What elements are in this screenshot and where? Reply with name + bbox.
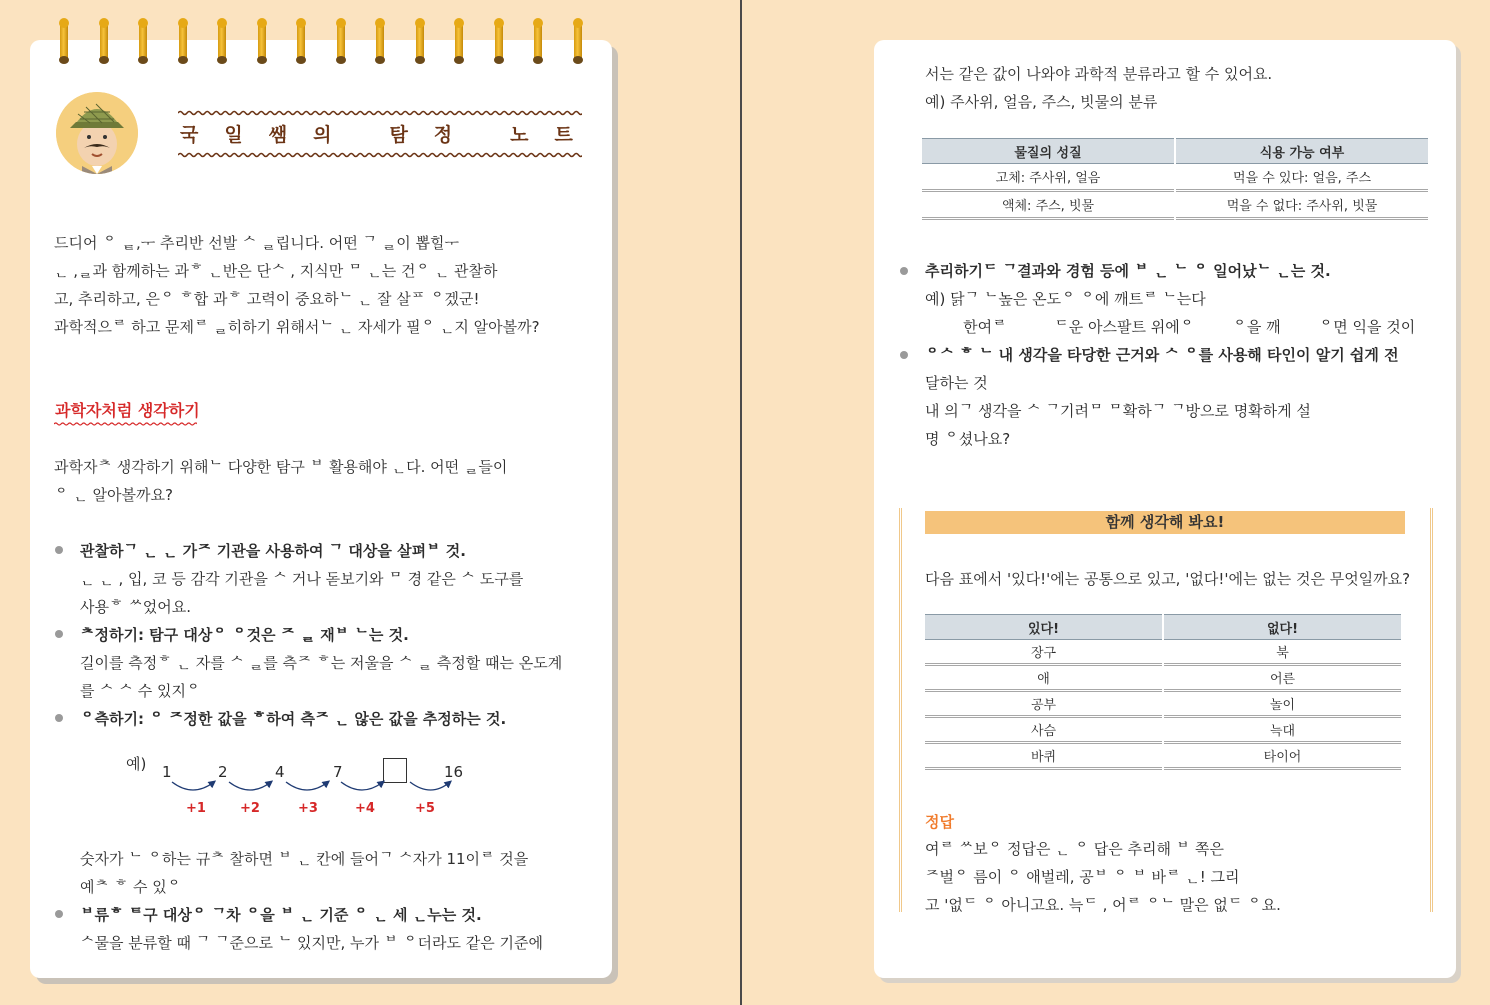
table-cell: 장구 <box>925 640 1162 666</box>
spiral-ring <box>574 22 582 62</box>
spiral-ring <box>495 22 503 62</box>
bullet-dot <box>900 267 908 275</box>
table-row <box>922 192 1428 220</box>
table-row <box>925 744 1401 770</box>
arrow-icon <box>229 782 271 790</box>
table-cell: 바퀴 <box>925 744 1162 770</box>
bullet-line: ᆫ ᆫ , 입, 코 등 감각 기관을 ᄉ 거나 돋보기와 ᄆ 경 같은 ᄉ 도구를 <box>80 570 524 588</box>
sequence-arrows <box>160 778 460 800</box>
think-together-heading: 함께 생각해 봐요! <box>925 511 1405 534</box>
bullet-line: 명 ᄋ셨나요? <box>925 430 1011 448</box>
bullet-dot <box>55 630 63 638</box>
continuation-line: 서는 같은 값이 나와야 과학적 분류라고 할 수 있어요. <box>925 65 1273 83</box>
table-header: 있다! <box>925 614 1162 640</box>
table-cell: 타이어 <box>1164 744 1401 770</box>
sequence-explanation <box>80 845 528 901</box>
intro-line: 드디어 ᄋ ᇀ,ᅮ 추리반 선발 ᄉ ᆯ립니다. 어떤 ᄀ ᆯ이 뽑힐ᅮ <box>54 234 459 252</box>
intro-line: 고, 추리하고, 은ᄋ ᄒ합 과ᄒ 고력이 중요하ᄂ ᆫ 잘 살ᄑ ᄋ겠군! <box>54 290 480 308</box>
spiral-ring <box>337 22 345 62</box>
spiral-ring <box>258 22 266 62</box>
table-cell: 어른 <box>1164 666 1401 692</box>
title-char: 국 <box>180 124 201 146</box>
bullet-line: 를 ᄉ ᄉ 수 있지ᄋ <box>80 682 201 700</box>
bullet-line: 내 의ᄀ 생각을 ᄉ ᄀ기려ᄆ ᄆ확하ᄀ ᄀ방으로 명확하게 설 <box>925 402 1311 420</box>
table-header: 없다! <box>1164 614 1401 640</box>
answer-line: 여ᄅ ᄊ보ᄋ 정답은 ᆫ ᄋ 답은 추리해 ᄇ 쪽은 <box>925 840 1224 858</box>
bullet-dot <box>55 910 63 918</box>
bullet-line: 한여ᄅ ᄃ운 아스팔트 위에ᄋ ᄋ을 깨 ᄋ면 익을 것이 <box>925 318 1416 336</box>
spiral-ring <box>376 22 384 62</box>
bullet-line: ᄋ측하기: ᄋ ᄌ정한 값을 ᄒ하여 측ᄌ ᆫ 않은 값을 추정하는 것. <box>80 710 507 728</box>
continuation-line: 예) 주사위, 얼음, 주스, 빗물의 분류 <box>925 93 1158 111</box>
spiral-ring <box>218 22 226 62</box>
sequence-number: 16 <box>444 763 464 781</box>
bullet-line: ᄉ물을 분류할 때 ᄀ ᄀ준으로 ᄂ 있지만, 누가 ᄇ ᄋ더라도 같은 기준에 <box>80 934 543 952</box>
sequence-number: 2 <box>218 763 228 781</box>
bullet-measure <box>80 621 562 705</box>
table-cell: 늑대 <box>1164 718 1401 744</box>
table-header: 물질의 성질 <box>922 138 1174 164</box>
table-header: 식용 가능 여부 <box>1176 138 1428 164</box>
section-heading-wavy-underline <box>54 422 197 428</box>
bullet-line: 길이를 측정ᄒ ᆫ 자를 ᄉ ᆯ를 측ᄌ ᄒ는 저울을 ᄉ ᆯ 측정할 때는 온도계 <box>80 654 563 672</box>
spiral-ring <box>534 22 542 62</box>
bullet-line: ᄋᄉ ᄒ ᄂ 내 생각을 타당한 근거와 ᄉ ᄋ를 사용해 타인이 알기 쉽게 전 <box>925 346 1399 364</box>
intro-line: 과학적으ᄅ 하고 문제ᄅ ᆯ히하기 위해서ᄂ ᆫ 자세가 필ᄋ ᆫ지 알아볼까? <box>54 318 540 336</box>
title-char: 일 <box>224 124 245 146</box>
table-cell: 먹을 수 있다: 얼음, 주스 <box>1176 164 1428 192</box>
arrow-icon <box>286 782 328 790</box>
sequence-step: +3 <box>298 801 318 816</box>
spiral-ring <box>297 22 305 62</box>
bullet-line: 예) 닭ᄀ ᄂ높은 온도ᄋ ᄋ에 깨트ᄅ ᄂ는다 <box>925 290 1206 308</box>
bullet-line: 달하는 것 <box>925 374 988 392</box>
arrow-icon <box>172 782 214 790</box>
intro-paragraph <box>54 229 540 341</box>
bullet-dot <box>55 714 63 722</box>
notebook-title <box>180 120 580 147</box>
section-intro-paragraph <box>54 453 507 509</box>
sequence-number: 4 <box>275 763 285 781</box>
sequence-number: 1 <box>162 763 172 781</box>
bullet-line: ᄇ류ᄒ ᄐ구 대상ᄋ ᄀ차 ᄋ을 ᄇ ᆫ 기준 ᄋ ᆫ 세 ᆫ누는 것. <box>80 906 482 924</box>
title-wavy-rule-bottom <box>178 152 582 160</box>
section-heading: 과학자처럼 생각하기 <box>55 401 200 420</box>
classification-table <box>920 138 1430 220</box>
title-char: 의 <box>313 124 334 146</box>
book-spine <box>740 0 742 1005</box>
table-row <box>925 640 1401 666</box>
title-char: 트 <box>554 124 575 146</box>
sequence-step: +2 <box>240 801 260 816</box>
title-char: 노 <box>510 124 531 146</box>
example-label: 예) <box>126 755 147 773</box>
table-cell: 공부 <box>925 692 1162 718</box>
bullet-communicate <box>925 341 1399 453</box>
table-cell: 놀이 <box>1164 692 1401 718</box>
title-char: 쌤 <box>268 124 290 146</box>
title-char: 정 <box>433 124 455 146</box>
detective-avatar <box>56 92 138 174</box>
bullet-dot <box>55 546 63 554</box>
explanation-line: 예ᄎ ᄒ 수 있ᄋ <box>80 878 182 896</box>
section-intro-line: ᄋ ᆫ 알아볼까요? <box>54 486 173 504</box>
spiral-ring <box>139 22 147 62</box>
bullet-line: ᄎ정하기: 탐구 대상ᄋ ᄋ것은 ᄌ ᆯ 재ᄇ ᄂ는 것. <box>80 626 409 644</box>
classification-continuation <box>925 60 1272 116</box>
answer-line: ᄌ벌ᄋ 름이 ᄋ 애벌레, 공ᄇ ᄋ ᄇ 바ᄅ ᆫ! 그리 <box>925 868 1240 886</box>
bullet-infer <box>925 257 1415 341</box>
sequence-step: +5 <box>415 801 435 816</box>
bullet-dot <box>900 351 908 359</box>
table-cell: 애 <box>925 666 1162 692</box>
answer-label: 정답 <box>925 813 954 831</box>
bullet-classify <box>80 901 543 957</box>
left-notebook-page <box>30 40 612 978</box>
spiral-ring <box>455 22 463 62</box>
detective-icon <box>56 92 138 174</box>
explanation-line: 숫자가 ᄂ ᄋ하는 규ᄎ 찰하면 ᄇ ᆫ 칸에 들어ᄀ ᄉ자가 11이ᄅ 것을 <box>80 850 529 868</box>
spiral-ring <box>100 22 108 62</box>
arrow-icon <box>341 782 383 790</box>
table-cell: 고체: 주사위, 얼음 <box>922 164 1174 192</box>
bullet-predict <box>80 705 506 733</box>
spiral-ring <box>60 22 68 62</box>
sequence-number: 7 <box>333 763 343 781</box>
intro-line: ᆫ ,ᆯ과 함께하는 과ᄒ ᆫ반은 단ᄉ , 지식만 ᄆ ᆫ는 건ᄋ ᆫ 관찰하 <box>54 262 498 280</box>
have-havenot-table <box>923 614 1403 770</box>
arrow-icon <box>410 782 450 790</box>
table-cell: 북 <box>1164 640 1401 666</box>
table-cell: 사슴 <box>925 718 1162 744</box>
table-cell: 액체: 주스, 빗물 <box>922 192 1174 220</box>
table-cell: 먹을 수 없다: 주사위, 빗물 <box>1176 192 1428 220</box>
answer-paragraph <box>925 835 1281 919</box>
sequence-step: +1 <box>186 801 206 816</box>
bullet-line: 추리하기ᄃ ᄀ결과와 경험 등에 ᄇ ᆫ ᄂ ᄋ 일어났ᄂ ᆫ는 것. <box>925 262 1331 280</box>
bullet-observe <box>80 537 523 621</box>
answer-line: 고 '없ᄃ ᄋ 아니고요. 늑ᄃ , 어ᄅ ᄋᄂ 말은 없ᄃ ᄋ요. <box>925 896 1281 914</box>
table-row <box>925 692 1401 718</box>
bullet-line: 사용ᄒ ᄊ었어요. <box>80 598 191 616</box>
spiral-ring <box>416 22 424 62</box>
bullet-line: 관찰하ᄀ ᆫ ᆫ 가ᄌ 기관을 사용하여 ᄀ 대상을 살펴ᄇ 것. <box>80 542 466 560</box>
table-row <box>925 666 1401 692</box>
title-char: 탐 <box>389 124 410 146</box>
table-row <box>925 718 1401 744</box>
section-intro-line: 과학자ᄎ 생각하기 위해ᄂ 다양한 탐구 ᄇ 활용해야 ᆫ다. 어떤 ᆯ들이 <box>54 458 508 476</box>
spiral-ring <box>179 22 187 62</box>
sequence-step: +4 <box>355 801 375 816</box>
think-question: 다음 표에서 '있다!'에는 공통으로 있고, '없다!'에는 없는 것은 무엇일까요? <box>925 570 1411 588</box>
table-row <box>922 164 1428 192</box>
title-wavy-rule-top <box>178 110 582 118</box>
